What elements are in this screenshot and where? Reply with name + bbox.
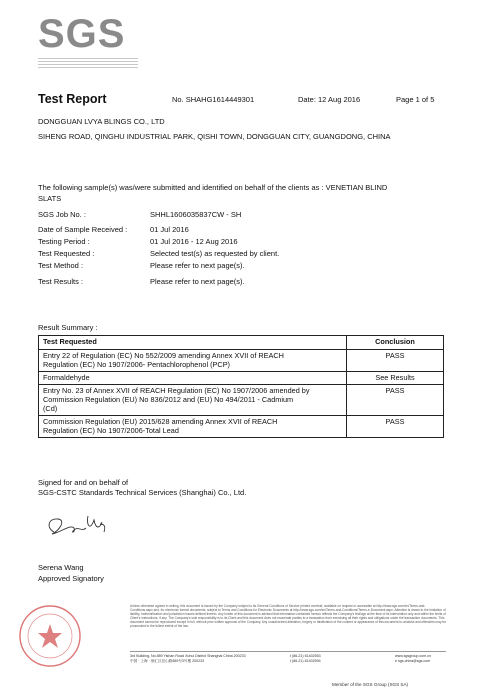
table-row — [39, 372, 444, 385]
conclusion-cell: PASS — [347, 385, 444, 416]
test-line: Entry No. 23 of Annex XVII of REACH Regulation (EC) No 1907/2006 amended by — [43, 386, 310, 395]
test-line: Commission Regulation (EU) No 836/2012 and (EU) No 494/2011 - Cadmium — [43, 395, 294, 404]
footer-address-block — [130, 654, 246, 664]
test-line: Entry 22 of Regulation (EC) No 552/2009 amending Annex XVII of REACH — [43, 351, 284, 360]
page-indicator: Page 1 of 5 — [396, 95, 435, 104]
detail-value: 01 Jul 2016 — [150, 225, 189, 234]
footer-address-en: 3rd Building, No.889 Yishan Road Xuhui District Shanghai China 200233 — [130, 654, 246, 658]
member-of-group: Member of the SGS Group (SGS SA) — [332, 682, 409, 687]
signoff-company: SGS-CSTC Standards Technical Services (Shanghai) Co., Ltd. — [38, 488, 247, 497]
table-row — [39, 416, 444, 438]
conclusion-cell: See Results — [347, 372, 444, 385]
sample-intro-line1: The following sample(s) was/were submitted and identified on behalf of the clients as : VENETIAN BLIND — [38, 183, 388, 192]
result-summary-label: Result Summary : — [38, 323, 98, 332]
detail-label: Test Method : — [38, 261, 84, 270]
footer-web-block — [395, 654, 431, 664]
detail-value: Please refer to next page(s). — [150, 277, 245, 286]
detail-value: Selected test(s) as requested by client. — [150, 249, 280, 258]
sample-intro-line2: SLATS — [38, 194, 62, 203]
table-row — [39, 385, 444, 416]
client-address: SIHENG ROAD, QINGHU INDUSTRIAL PARK, QISHI TOWN, DONGGUAN CITY, GUANGDONG, CHINA — [38, 132, 391, 141]
conclusion-cell: PASS — [347, 416, 444, 438]
footer-phone-block — [290, 654, 321, 664]
footer-website: www.sgsgroup.com.cn — [395, 654, 431, 658]
footer-phone: t (86-21) 61402594 — [290, 659, 321, 663]
column-header-test: Test Requested — [39, 336, 347, 350]
test-cell — [39, 416, 347, 438]
footer-email: e sgs.china@sgs.com — [395, 659, 431, 663]
test-line: (Cd) — [43, 404, 58, 413]
legal-fine-print: Unless otherwise agreed in writing, this document is issued by the Company subject to its General Conditions of Service printed overleaf, available on request or accessible at http://www.sgs.com/en/Terms-and-Conditions.aspx and, for electronic format documents, subject to Terms and Conditions for Electronic Documents at http://www.sgs.com/en/Terms-and-Conditions/Terms-e-Document.aspx. Attention is drawn to the limitation of liability, indemnification and jurisdiction issues defined therein. Any holder of this document is advised that information contained hereon reflects the Company's findings at the time of its intervention only and within the limits of Client's instructions, if any. The Company's sole responsibility is to its Client and this document does not exonerate parties to a transaction from exercising all their rights and obligations under the transaction documents. This document cannot be reproduced except in full, without prior written approval of the Company. Any unauthorized alteration, forgery or falsification of the content or appearance of this document is unlawful and offenders may be prosecuted to the fullest extent of the law. — [130, 604, 446, 628]
handwritten-signature — [40, 510, 110, 544]
detail-label: Date of Sample Received : — [38, 225, 128, 234]
table-row — [39, 350, 444, 372]
detail-value: Please refer to next page(s). — [150, 261, 245, 270]
detail-label: Test Results : — [38, 277, 84, 286]
test-line: Regulation (EC) No 1907/2006-Total Lead — [43, 426, 179, 435]
footer-address-cn: 中国 · 上海 · 徐汇区宜山路889号3号楼 200233 — [130, 659, 205, 663]
detail-label: Testing Period : — [38, 237, 90, 246]
test-line: Commission Regulation (EU) 2015/628 amending Annex XVII of REACH — [43, 417, 278, 426]
detail-label: Test Requested : — [38, 249, 95, 258]
logo-text: SGS — [38, 12, 126, 56]
detail-value: SHHL1606035837CW - SH — [150, 210, 242, 219]
sgs-logo — [38, 14, 138, 64]
column-header-conclusion: Conclusion — [347, 336, 444, 350]
client-name: DONGGUAN LVYA BLINGS CO., LTD — [38, 117, 165, 126]
footer-divider — [130, 651, 446, 652]
table-header-row — [39, 336, 444, 350]
detail-value: 01 Jul 2016 - 12 Aug 2016 — [150, 237, 238, 246]
test-cell — [39, 385, 347, 416]
test-line: Regulation (EC) No 1907/2006- Pentachlorophenol (PCP) — [43, 360, 230, 369]
test-cell — [39, 350, 347, 372]
report-title: Test Report — [38, 92, 107, 106]
signoff-line1: Signed for and on behalf of — [38, 478, 129, 487]
signatory-name: Serena Wang — [38, 563, 84, 572]
signatory-title: Approved Signatory — [38, 574, 104, 583]
report-number: No. SHAHG1614449301 — [172, 95, 255, 104]
test-cell: Formaldehyde — [39, 372, 347, 385]
detail-label: SGS Job No. : — [38, 210, 86, 219]
footer-phone: t (86-21) 61402553 — [290, 654, 321, 658]
official-seal-stamp — [18, 604, 82, 668]
report-date: Date: 12 Aug 2016 — [298, 95, 361, 104]
result-summary-table — [38, 335, 444, 438]
conclusion-cell: PASS — [347, 350, 444, 372]
logo-lines — [38, 58, 138, 70]
